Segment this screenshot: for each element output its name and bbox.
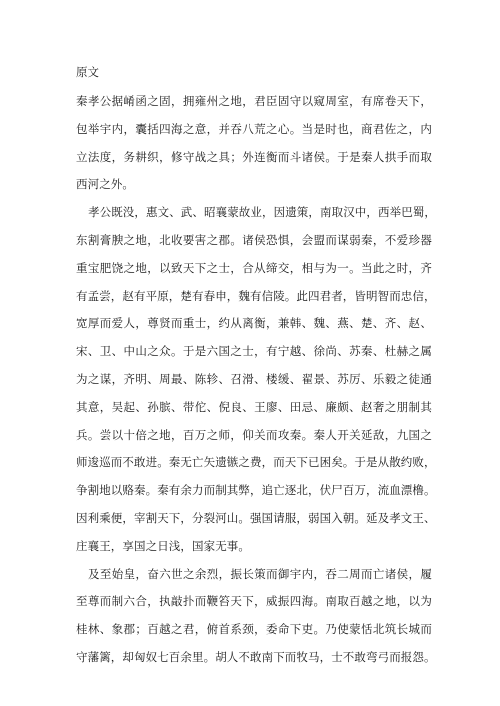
paragraph — [76, 93, 432, 204]
text-line: 秦孝公据崤函之固，拥雍州之地，君臣固守以窥周室，有席卷天下， — [76, 94, 432, 108]
text-line: 立法度，务耕织，修守战之具；外连衡而斗诸侯。于是秦人拱手而取 — [76, 149, 432, 164]
text-line: 因利乘便，宰割天下，分裂河山。强国请服，弱国入朝。延及孝文王、 — [76, 510, 436, 525]
text-line: 东割膏腴之地，北收要害之郡。诸侯恐惧，会盟而谋弱秦，不爱珍器 — [76, 232, 432, 247]
text-line: 争割地以赂秦。秦有余力而制其弊，追亡逐北，伏尸百万，流血漂橹。 — [76, 483, 436, 498]
paragraph — [76, 566, 436, 677]
text-line: 桂林、象郡；百越之君，俯首系颈，委命下吏。乃使蒙恬北筑长城而 — [76, 622, 432, 637]
text-line: 孝公既没，惠文、武、昭襄蒙故业，因遗策，南取汉中，西举巴蜀， — [88, 205, 436, 220]
text-line: 包举宇内，囊括四海之意，并吞八荒之心。当是时也，商君佐之，内 — [76, 121, 432, 136]
text-line: 其意，吴起、孙膑、带佗、倪良、王廖、田忌、廉颇、赵奢之朋制其 — [76, 399, 432, 414]
section-heading: 原文 — [76, 65, 99, 79]
text-line: 及至始皇，奋六世之余烈，振长策而御宇内，吞二周而亡诸侯，履 — [88, 566, 432, 581]
text-line: 庄襄王，享国之日浅，国家无事。 — [76, 538, 250, 553]
text-line: 宽厚而爱人，尊贤而重士，约从离衡，兼韩、魏、燕、楚、齐、赵、 — [76, 316, 432, 331]
text-line: 师逡巡而不敢进。秦无亡矢遗镞之费，而天下已困矣。于是从散约败， — [76, 455, 436, 470]
text-line: 西河之外。 — [76, 177, 134, 192]
text-line: 宋、卫、中山之众。于是六国之士，有宁越、徐尚、苏秦、杜赫之属 — [76, 344, 432, 359]
text-line: 有孟尝，赵有平原，楚有春申，魏有信陵。此四君者，皆明智而忠信， — [76, 288, 436, 303]
text-line: 至尊而制六合，执敲扑而鞭笞天下，威振四海。南取百越之地，以为 — [76, 594, 432, 609]
text-line: 为之谋，齐明、周最、陈轸、召滑、楼缓、翟景、苏厉、乐毅之徒通 — [76, 371, 432, 386]
text-line: 兵。尝以十倍之地，百万之师，仰关而攻秦。秦人开关延敌，九国之 — [76, 427, 432, 442]
body-text — [76, 93, 436, 677]
paragraph — [76, 204, 436, 565]
text-line: 守藩篱，却匈奴七百余里。胡人不敢南下而牧马，士不敢弯弓而报怨。 — [76, 649, 436, 664]
text-line: 重宝肥饶之地，以致天下之士，合从缔交，相与为一。当此之时，齐 — [76, 260, 432, 275]
